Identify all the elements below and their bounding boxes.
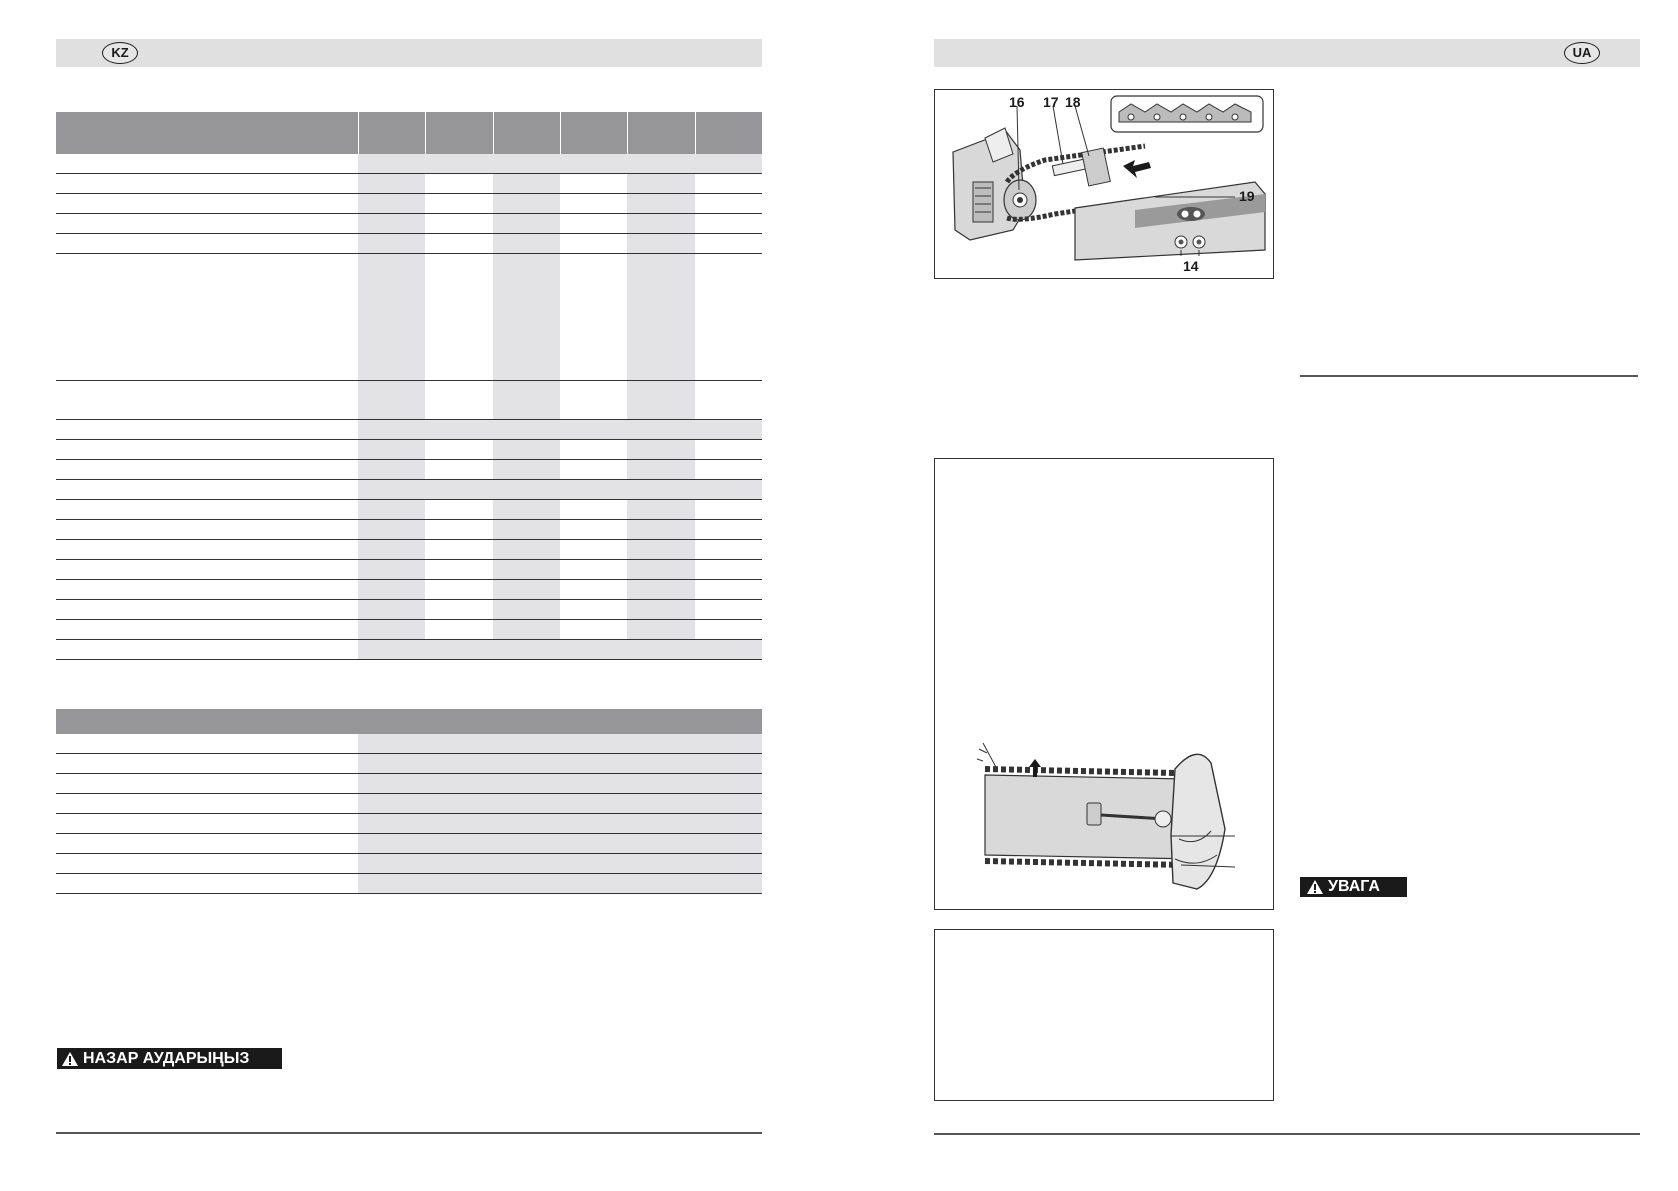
table-row: [56, 500, 762, 520]
table-row: [56, 734, 762, 754]
table-row: [56, 874, 762, 894]
table-row: [56, 520, 762, 540]
table-row: [56, 381, 762, 420]
spec-table: [56, 112, 762, 660]
section-rule-ua: [1300, 375, 1638, 377]
table-row: [56, 814, 762, 834]
table-row: [56, 774, 762, 794]
lang-badge-ua: UA: [1564, 42, 1600, 64]
footer-rule-kz: [56, 1132, 762, 1134]
table-row: [56, 214, 762, 234]
callout-14: 14: [1183, 258, 1199, 274]
callout-17: 17: [1043, 94, 1059, 110]
warning-label-text: НАЗАР АУДАРЫҢЫЗ: [83, 1049, 250, 1067]
warning-triangle-icon: [1306, 879, 1324, 895]
table-row: [56, 560, 762, 580]
accessories-table: [56, 709, 762, 894]
spec-table-header: [56, 112, 762, 154]
chain-assembly-illustration: [935, 90, 1273, 278]
table-row: [56, 420, 762, 440]
figure-chain-assembly: [934, 89, 1274, 279]
figure-chain-tension: [934, 458, 1274, 910]
footer-rule-ua: [934, 1133, 1640, 1135]
table-row: [56, 580, 762, 600]
callout-16: 16: [1009, 94, 1025, 110]
table-row: [56, 254, 762, 381]
table-row: [56, 234, 762, 254]
header-bar-kz: [56, 39, 762, 67]
header-bar-ua: [934, 39, 1640, 67]
figure-box-empty: [934, 929, 1274, 1101]
table-row: [56, 480, 762, 500]
table-row: [56, 174, 762, 194]
warning-label-text: УВАГА: [1328, 878, 1380, 895]
lang-badge-kz: KZ: [102, 42, 138, 64]
table-row: [56, 440, 762, 460]
table-row: [56, 194, 762, 214]
accessories-table-header: [56, 709, 762, 734]
table-row: [56, 794, 762, 814]
arrow-icon: [1123, 160, 1151, 178]
arrow-icon: [1029, 759, 1041, 777]
table-row: [56, 640, 762, 660]
warning-label-kz: [57, 1048, 282, 1069]
table-row: [56, 154, 762, 174]
table-row: [56, 600, 762, 620]
table-row: [56, 834, 762, 854]
chain-tension-illustration: [935, 459, 1273, 909]
table-row: [56, 754, 762, 774]
warning-label-ua: [1300, 877, 1407, 897]
callout-18: 18: [1065, 94, 1081, 110]
callout-19: 19: [1239, 188, 1255, 204]
table-row: [56, 620, 762, 640]
table-row: [56, 460, 762, 480]
table-row: [56, 854, 762, 874]
table-row: [56, 540, 762, 560]
warning-triangle-icon: [61, 1051, 79, 1067]
